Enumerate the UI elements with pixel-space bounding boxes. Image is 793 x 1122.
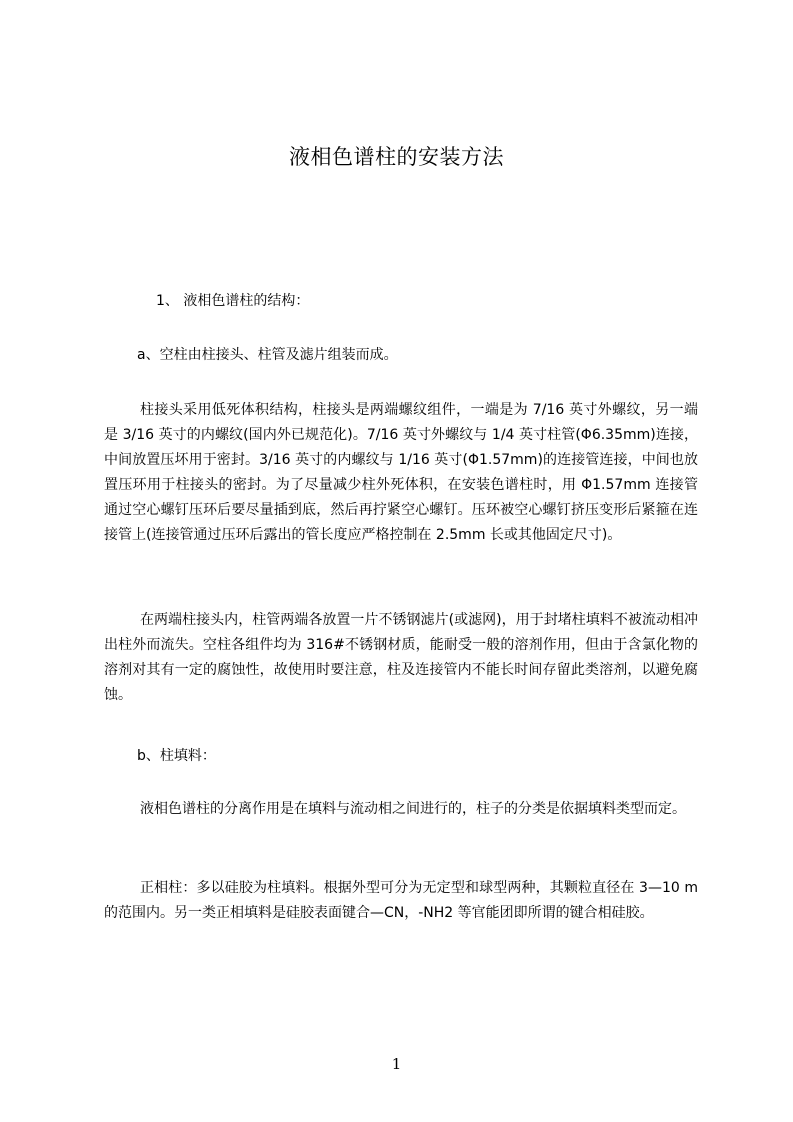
page-number: 1 xyxy=(391,1055,402,1073)
document-title: 液相色谱柱的安装方法 xyxy=(289,145,504,169)
subsection-b-heading: b、柱填料： xyxy=(137,748,216,764)
paragraph-normal-phase: 正相柱：多以硅胶为柱填料。根据外型可分为无定型和球型两种，其颗粒直径在 3—10 m 的范围内。另一类正相填料是硅胶表面键合—CN，-NH2 等官能团即所谓的键合相硅胶。 xyxy=(104,880,698,921)
subsection-a-heading: a、空柱由柱接头、柱管及滤片组装而成。 xyxy=(137,347,398,363)
paragraph-column-fittings: 柱接头采用低死体积结构，柱接头是两端螺纹组件，一端是为 7/16 英寸外螺纹，另一端是 3/16 英寸的内螺纹(国内外已规范化)。7/16 英寸外螺纹与 1/4 英寸柱管(Φ6.35mm)连接，中间放置压坏用于密封。3/16 英寸的内螺纹与 1/16 英寸(Φ1.57mm)的连接管连接，中间也放置压环用于柱接头的密封。为了尽量减少柱外死体积，在安装色谱柱时，用 Φ1.57mm 连接管通过空心螺钉压环后要尽量插到底，然后再拧紧空心螺钉。压环被空心螺钉挤压变形后紧箍在连接管上(连接管通过压环后露出的管长度应严格控制在 2.5mm 长或其他固定尺寸)。 xyxy=(104,402,698,543)
paragraph-frits: 在两端柱接头内，柱管两端各放置一片不锈钢滤片(或滤网)，用于封堵柱填料不被流动相冲出柱外而流失。空柱各组件均为 316#不锈钢材质，能耐受一般的溶剂作用，但由于含氯化物的溶剂对其有一定的腐蚀性，故使用时要注意，柱及连接管内不能长时间存留此类溶剂，以避免腐蚀。 xyxy=(104,612,698,703)
section-1-heading: 1、 液相色谱柱的结构： xyxy=(156,293,310,309)
paragraph-separation: 液相色谱柱的分离作用是在填料与流动相之间进行的，柱子的分类是依据填料类型而定。 xyxy=(140,801,686,817)
